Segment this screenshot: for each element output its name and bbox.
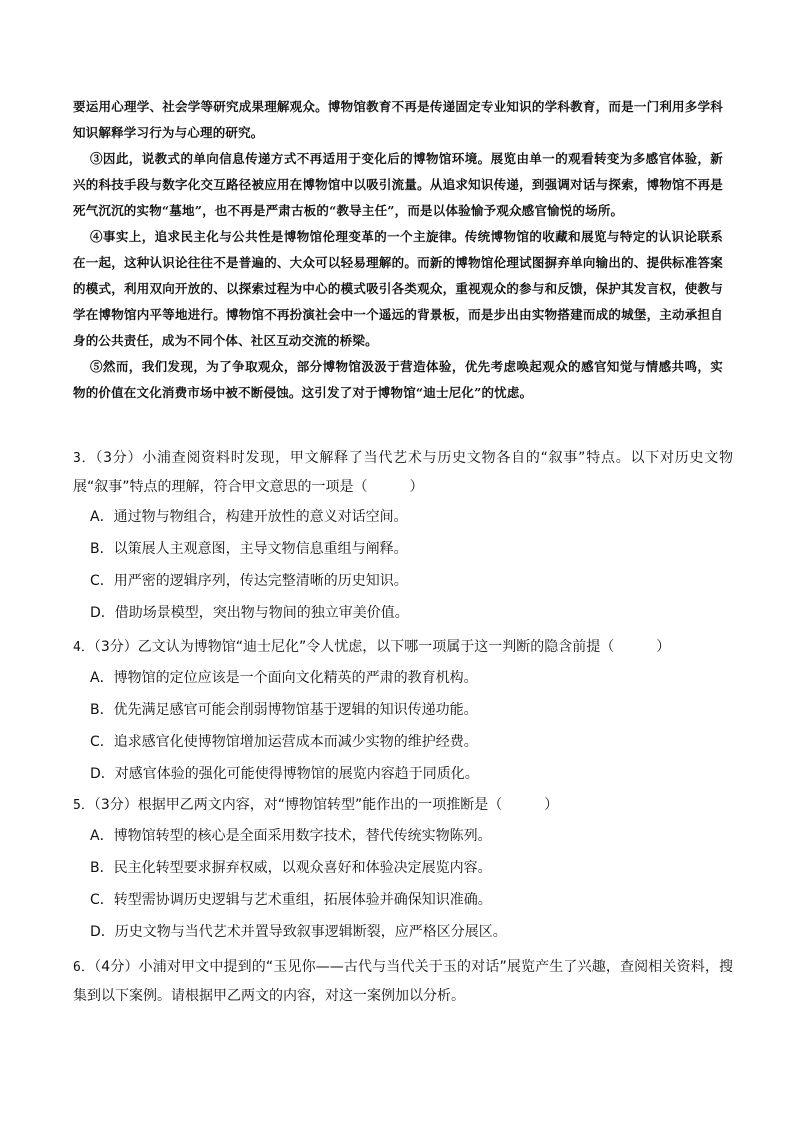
- question-6-text: （4分）小浦对甲文中提到的“玉见你——古代与当代关于玉的对话”展览产生了兴趣，查阅相关资料，搜集到以下案例。请根据甲乙两文的内容，对这一案例加以分析。: [73, 959, 733, 1004]
- question-3: [73, 444, 733, 629]
- question-4-number: 4．: [73, 640, 94, 655]
- question-3-stem: [73, 444, 733, 501]
- passage-paragraph-4: ④事实上，追求民主化与公共性是博物馆伦理变革的一个主旋律。传统博物馆的收藏和展览与特定的认识论联系在一起，这种认识论往往不是普遍的、大众可以轻易理解的。而新的博物馆伦理试图摒弃单向输出的、提供标准答案的模式，利用双向开放的、以探索过程为中心的模式吸引各类观众，重视观众的参与和反馈，保护其发言权，使教与学在博物馆内平等地进行。博物馆不再扮演社会中一个遥远的背景板，而是步出由实物搭建而成的城堡，主动承担自身的公共责任，成为不同个体、社区互动交流的桥梁。: [73, 229, 723, 348]
- question-4-option-a[interactable]: A．博物馆的定位应该是一个面向文化精英的严肃的教育机构。: [90, 670, 478, 686]
- question-3-option-c[interactable]: C．用严密的逻辑序列，传达完整清晰的历史知识。: [90, 573, 408, 589]
- question-4-stem: [73, 633, 733, 662]
- question-6-number: 6．: [73, 960, 95, 975]
- question-4-option-c[interactable]: C．追求感官化使博物馆增加运营成本而减少实物的维护经费。: [90, 734, 478, 750]
- question-5-stem: [73, 791, 733, 820]
- question-4-option-b[interactable]: B．优先满足感官可能会削弱博物馆基于逻辑的知识传递功能。: [90, 702, 478, 718]
- passage-paragraph-3: ③因此，说教式的单向信息传递方式不再适用于变化后的博物馆环境。展览由单一的观看转变为多感官体验，新兴的科技手段与数字化交互路径被应用在博物馆中以吸引流量。从追求知识传递，到强调对话与探索，博物馆不再是死气沉沉的实物“墓地”，也不再是严肃古板的“教导主任”，而是以体验愉予观众感官愉悦的场所。: [73, 151, 723, 218]
- question-4-option-d[interactable]: D．对感官体验的强化可能使得博物馆的展览内容趋于同质化。: [90, 766, 479, 782]
- question-3-option-d[interactable]: D．借助场景模型，突出物与物间的独立审美价值。: [90, 605, 409, 621]
- question-5-option-a[interactable]: A．博物馆转型的核心是全面采用数字技术，替代传统实物陈列。: [90, 828, 492, 844]
- passage-paragraph-5: ⑤然而，我们发现，为了争取观众，部分博物馆汲汲于营造体验，优先考虑唤起观众的感官知觉与情感共鸣，实物的价值在文化消费市场中被不断侵蚀。这引发了对于博物馆“迪士尼化”的忧虑。: [73, 359, 723, 400]
- question-4: [73, 633, 733, 790]
- question-3-option-b[interactable]: B．以策展人主观意图，主导文物信息重组与阐释。: [90, 541, 408, 557]
- question-5-option-c[interactable]: C．转型需协调历史逻辑与艺术重组，拓展体验并确保知识准确。: [90, 892, 492, 908]
- question-3-option-a[interactable]: A．通过物与物组合，构建开放性的意义对话空间。: [90, 509, 408, 525]
- passage-paragraph-continued: 要运用心理学、社会学等研究成果理解观众。博物馆教育不再是传递固定专业知识的学科教育，而是一门利用多学科知识解释学习行为与心理的研究。: [73, 99, 723, 140]
- question-5-option-d[interactable]: D．历史文物与当代艺术并置导致叙事逻辑断裂，应严格区分展区。: [90, 924, 507, 940]
- question-6: [73, 953, 733, 1010]
- question-5-option-b[interactable]: B．民主化转型要求摒弃权威，以观众喜好和体验决定展览内容。: [90, 860, 492, 876]
- question-3-text: （3分）小浦查阅资料时发现，甲文解释了当代艺术与历史文物各自的“叙事”特点。以下对历史文物展“叙事”特点的理解，符合甲文意思的一项是（ ）: [73, 450, 733, 495]
- question-5-number: 5．: [73, 798, 94, 813]
- question-4-text: （3分）乙文认为博物馆“迪士尼化”令人忧虑，以下哪一项属于这一判断的隐含前提（ ）: [93, 639, 671, 655]
- reading-passage: [73, 94, 723, 406]
- question-6-stem: [73, 953, 733, 1010]
- question-3-number: 3．: [73, 451, 96, 466]
- question-5-text: （3分）根据甲乙两文内容，对“博物馆转型”能作出的一项推断是（ ）: [93, 797, 559, 813]
- question-5: [73, 791, 733, 948]
